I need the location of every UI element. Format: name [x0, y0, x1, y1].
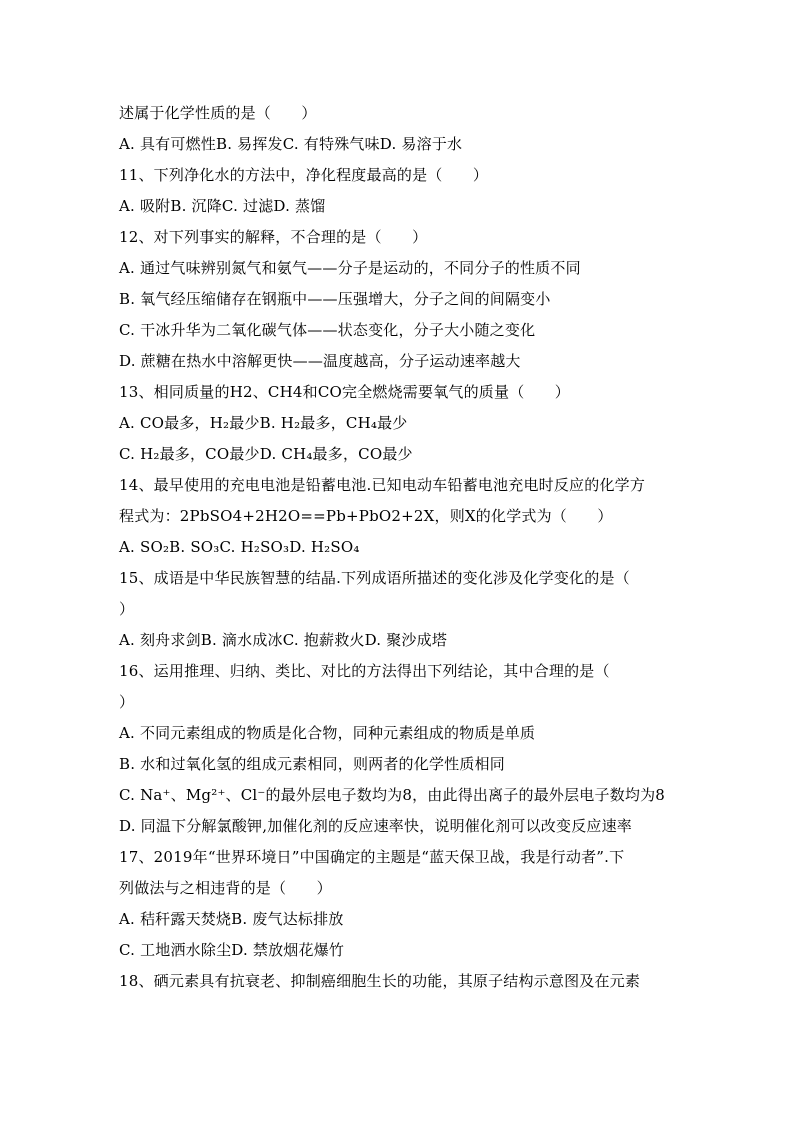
q18-stem: 18、硒元素具有抗衰老、抑制癌细胞生长的功能，其原子结构示意图及在元素	[119, 972, 641, 990]
q16-stem: 16、运用推理、归纳、类比、对比的方法得出下列结论，其中合理的是（	[119, 662, 610, 680]
q16-option-a: A. 不同元素组成的物质是化合物，同种元素组成的物质是单质	[119, 724, 536, 742]
q17-options-cd: C. 工地洒水除尘D. 禁放烟花爆竹	[119, 941, 345, 959]
q16-option-d: D. 同温下分解氯酸钾,加催化剂的反应速率快，说明催化剂可以改变反应速率	[119, 817, 632, 835]
q12-option-a: A. 通过气味辨别氮气和氨气——分子是运动的，不同分子的性质不同	[119, 259, 581, 277]
q15-stem: 15、成语是中华民族智慧的结晶.下列成语所描述的变化涉及化学变化的是（	[119, 569, 630, 587]
q11-stem: 11、下列净化水的方法中，净化程度最高的是（ ）	[119, 166, 489, 184]
q16-option-b: B. 水和过氧化氢的组成元素相同，则两者的化学性质相同	[119, 755, 505, 773]
q13-options-cd: C. H₂最多，CO最少D. CH₄最多，CO最少	[119, 445, 413, 463]
q12-option-b: B. 氧气经压缩储存在钢瓶中——压强增大，分子之间的间隔变小	[119, 290, 551, 308]
q12-option-d: D. 蔗糖在热水中溶解更快——温度越高，分子运动速率越大	[119, 352, 521, 370]
q10-stem-continuation: 述属于化学性质的是（ ）	[119, 104, 317, 122]
q14-options: A. SO₂B. SO₃C. H₂SO₃D. H₂SO₄	[119, 538, 360, 556]
q14-stem-line1: 14、最早使用的充电电池是铅蓄电池.已知电动车铅蓄电池充电时反应的化学方	[119, 476, 646, 494]
q11-options: A. 吸附B. 沉降C. 过滤D. 蒸馏	[119, 197, 326, 215]
q12-stem: 12、对下列事实的解释，不合理的是（ ）	[119, 228, 428, 246]
q15-options: A. 刻舟求剑B. 滴水成冰C. 抱薪救火D. 聚沙成塔	[119, 631, 448, 649]
q17-stem-line2: 列做法与之相违背的是（ ）	[119, 879, 332, 897]
q17-stem-line1: 17、2019年“世界环境日”中国确定的主题是“蓝天保卫战，我是行动者”.下	[119, 848, 625, 866]
q13-options-ab: A. CO最多，H₂最少B. H₂最多，CH₄最少	[119, 414, 408, 432]
q16-stem-bracket: ）	[119, 693, 135, 711]
q15-stem-bracket: ）	[119, 600, 135, 618]
q16-option-c: C. Na⁺、Mg²⁺、Cl⁻的最外层电子数均为8，由此得出离子的最外层电子数均为8	[119, 786, 666, 804]
q10-options: A. 具有可燃性B. 易挥发C. 有特殊气味D. 易溶于水	[119, 135, 463, 153]
q14-stem-line2: 程式为：2PbSO4+2H2O==Pb+PbO2+2X，则X的化学式为（ ）	[119, 507, 613, 525]
q13-stem: 13、相同质量的H2、CH4和CO完全燃烧需要氧气的质量（ ）	[119, 383, 570, 401]
q17-options-ab: A. 秸秆露天焚烧B. 废气达标排放	[119, 910, 344, 928]
q12-option-c: C. 干冰升华为二氧化碳气体——状态变化，分子大小随之变化	[119, 321, 536, 339]
